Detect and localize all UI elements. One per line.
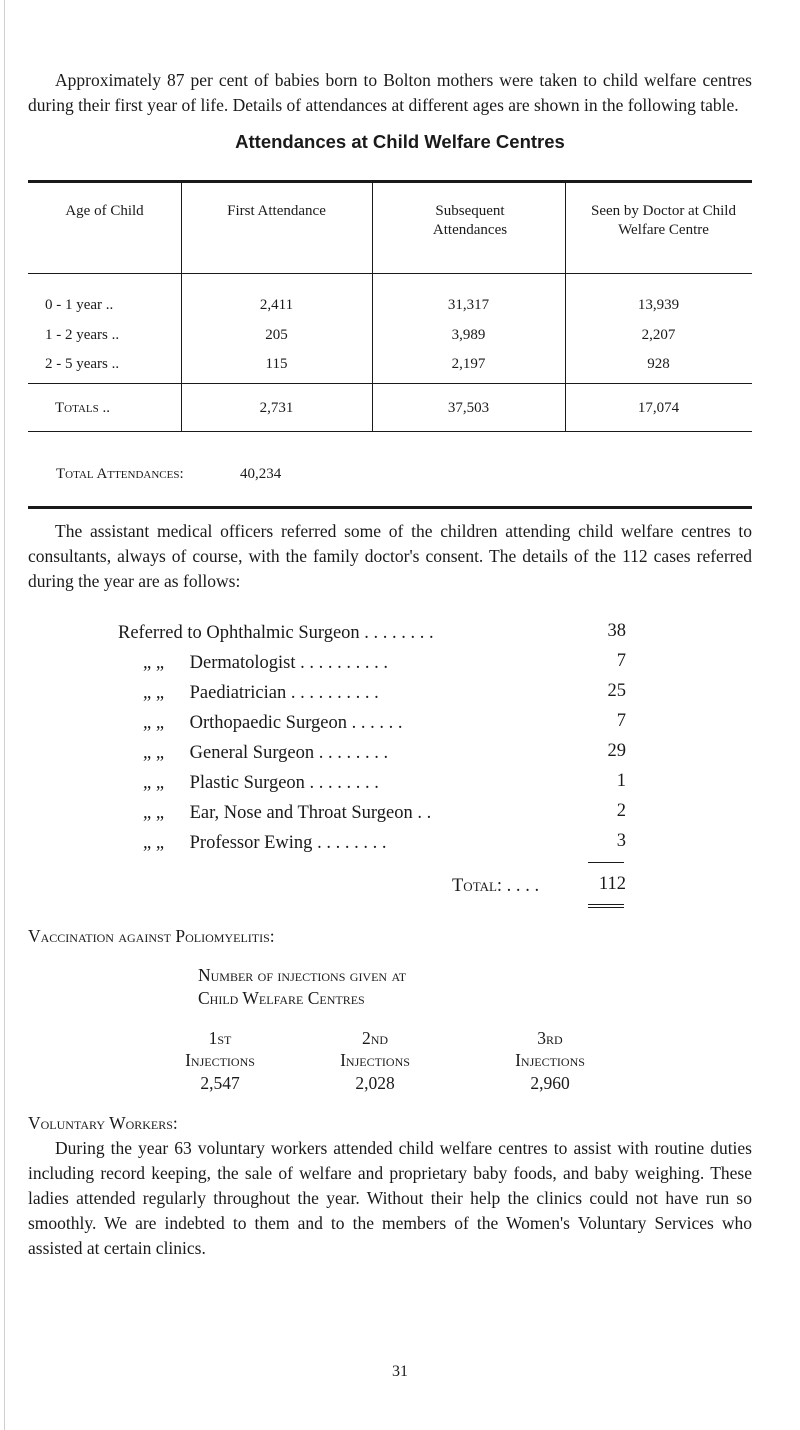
injection-label: Injections: [340, 1050, 410, 1070]
referral-name: Orthopaedic Surgeon: [189, 713, 348, 733]
row-first: 115: [265, 356, 288, 372]
totals-doctor: 17,074: [637, 400, 680, 416]
referral-count: 1: [616, 771, 626, 791]
ditto-marks: „ „: [143, 833, 165, 853]
vaccination-heading: Vaccination against Poliomyelitis:: [28, 926, 275, 946]
row-subsequent: 2,197: [451, 356, 486, 372]
ditto-marks: „ „: [143, 653, 165, 673]
dot-leader: . .: [525, 876, 540, 896]
referral-count: 29: [607, 741, 626, 761]
injection-label: Injections: [185, 1050, 255, 1070]
page-edge-line: [4, 0, 5, 1430]
vaccination-subheading-1: Number of injections given at: [198, 965, 407, 985]
list-item: [118, 621, 434, 645]
table-end-rule: [28, 506, 752, 509]
row-subsequent: 3,989: [451, 327, 486, 343]
referral-name: Ophthalmic Surgeon: [206, 623, 360, 643]
row-doctor: 13,939: [637, 297, 680, 313]
page-number: 31: [392, 1363, 408, 1380]
referral-count: 38: [607, 621, 626, 641]
referral-name: Dermatologist: [189, 653, 296, 673]
referral-count: 2: [616, 801, 626, 821]
injection-ordinal: 3rd: [537, 1028, 563, 1048]
injection-value: 2,547: [200, 1073, 240, 1093]
list-item: [143, 801, 431, 825]
double-rule-bottom: [588, 907, 624, 908]
ditto-marks: „ „: [143, 683, 165, 703]
dot-leader: . .: [417, 803, 432, 823]
row-subsequent: 31,317: [447, 297, 490, 313]
list-item: [143, 771, 379, 795]
referral-name: General Surgeon: [189, 743, 315, 763]
row-age: 1 - 2 years ..: [45, 327, 120, 343]
total-attendances-label: Total Attendances:: [56, 466, 184, 482]
table-bottom-rule: [28, 431, 752, 432]
list-item: [143, 681, 379, 705]
referral-total-value: 112: [598, 874, 626, 894]
injection-value: 2,028: [355, 1073, 395, 1093]
dot-leader: . . . . . . . . . .: [290, 683, 379, 703]
referral-prefix: Referred to: [118, 623, 202, 643]
header-first-attendance: First Attendance: [227, 203, 326, 219]
row-first: 205: [265, 327, 288, 343]
referral-name: Professor Ewing: [189, 833, 313, 853]
totals-first: 2,731: [259, 400, 294, 416]
list-item: [143, 741, 388, 765]
intro-paragraph: Approximately 87 per cent of babies born to Bolton mothers were taken to child welfare centres during their first year of life. Details of attendances at different ages are shown in the following table.: [28, 70, 752, 115]
injection-ordinal: 1st: [208, 1028, 232, 1048]
injection-ordinal: 2nd: [361, 1028, 389, 1048]
row-first: 2,411: [259, 297, 294, 313]
row-doctor: 928: [647, 356, 670, 372]
table-totals-rule: [28, 383, 752, 384]
dot-leader: . . . . . . . .: [318, 743, 389, 763]
voluntary-heading: Voluntary Workers:: [28, 1113, 178, 1133]
double-rule-top: [588, 904, 624, 905]
total-attendances-value: 40,234: [240, 466, 282, 482]
header-subsequent-attendances: Subsequent Attendances: [432, 203, 508, 238]
dot-leader: . . . . . . . .: [309, 773, 379, 793]
ditto-marks: „ „: [143, 713, 165, 733]
referral-name: Paediatrician: [189, 683, 287, 703]
header-seen-by-doctor: Seen by Doctor at Child Welfare Centre: [591, 203, 736, 238]
ditto-marks: „ „: [143, 803, 165, 823]
row-age: 0 - 1 year ..: [45, 297, 114, 313]
referral-name: Plastic Surgeon: [189, 773, 305, 793]
referral-paragraph: The assistant medical officers referred some of the children attending child welfare centres to consultants, always of course, with the family doctor's consent. The details of the 112 cases referred during the year are as follows:: [28, 521, 752, 591]
table-top-rule: [28, 180, 752, 183]
list-item: [143, 831, 386, 855]
ditto-marks: „ „: [143, 743, 165, 763]
injection-label: Injections: [515, 1050, 585, 1070]
dot-leader: . . . . . .: [351, 713, 403, 733]
row-age: 2 - 5 years ..: [45, 356, 120, 372]
totals-label: Totals ..: [55, 400, 110, 416]
list-item: [143, 711, 403, 735]
ditto-marks: „ „: [143, 773, 165, 793]
injection-value: 2,960: [530, 1073, 570, 1093]
row-doctor: 2,207: [641, 327, 676, 343]
table-header-rule: [28, 273, 752, 274]
list-item: [143, 651, 388, 675]
referral-count: 7: [616, 651, 626, 671]
totals-subsequent: 37,503: [447, 400, 490, 416]
table-caption: Attendances at Child Welfare Centres: [235, 131, 565, 152]
referral-count: 7: [616, 711, 626, 731]
referral-count: 25: [607, 681, 626, 701]
header-age: Age of Child: [65, 203, 144, 219]
referral-name: Ear, Nose and Throat Surgeon: [189, 803, 413, 823]
vaccination-subheading-2: Child Welfare Centres: [198, 988, 365, 1008]
dot-leader: . . . . . . . .: [317, 833, 387, 853]
dot-leader: . . . . . . . .: [364, 623, 434, 643]
voluntary-paragraph: During the year 63 voluntary workers attended child welfare centres to assist with routine duties including record keeping, the sale of welfare and proprietary baby foods, and baby weighing. These ladies attended regularly throughout the year. Without their help the clinics could not have run so smoothly. We are indebted to them and to the members of the Women's Voluntary Services who assisted at certain clinics.: [28, 1138, 752, 1258]
dot-leader: . . . . . . . . . .: [300, 653, 388, 673]
sum-rule: [588, 862, 624, 863]
referral-count: 3: [616, 831, 626, 851]
referral-total-label: Total: . . . .: [452, 876, 540, 896]
